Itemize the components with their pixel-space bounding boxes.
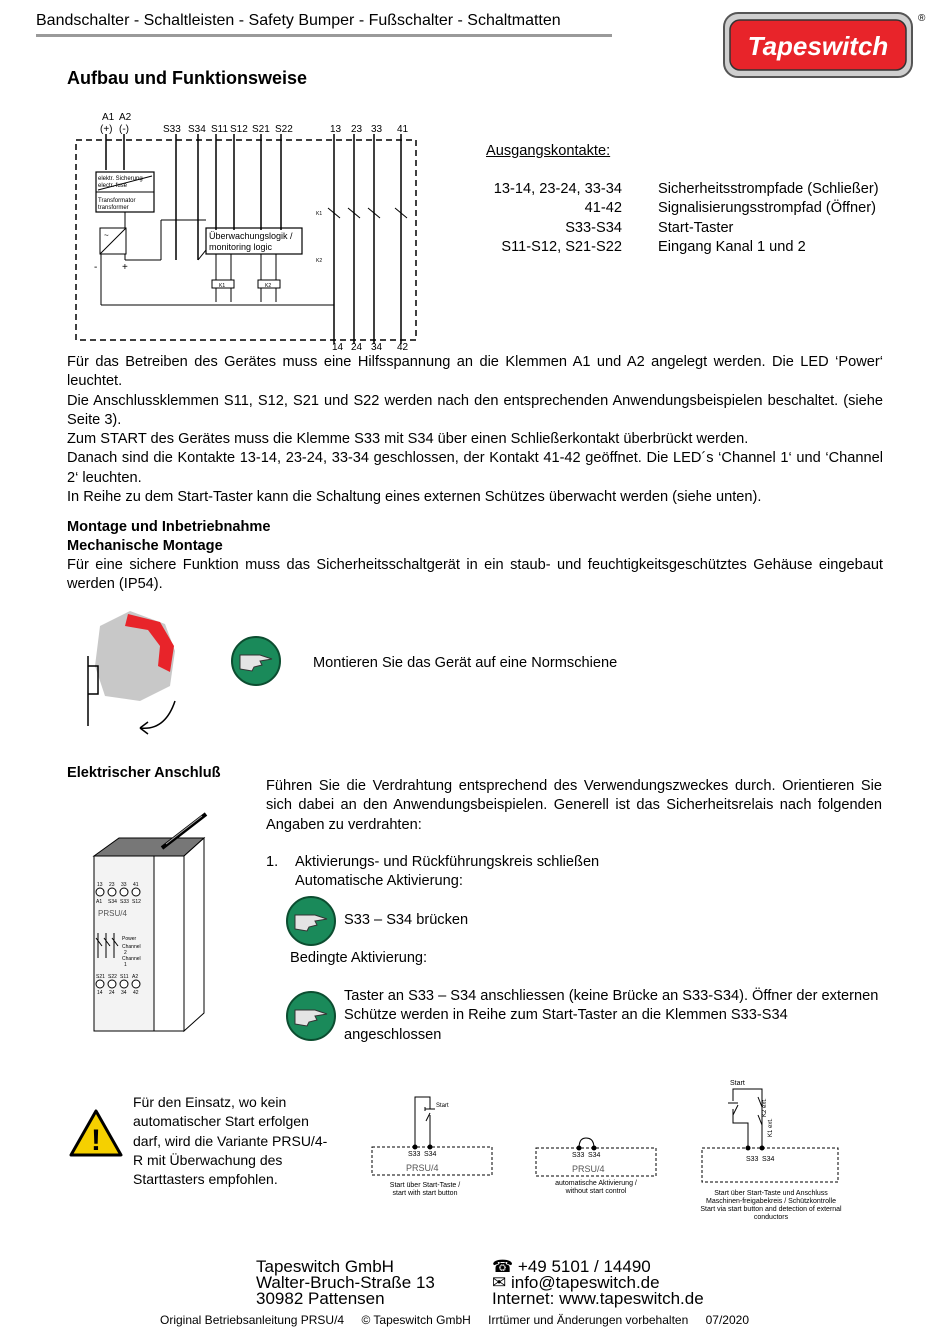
svg-text:1: 1 xyxy=(124,962,127,968)
svg-text:23: 23 xyxy=(109,882,115,888)
montage-text: Für eine sichere Funktion muss das Sicherheitsschaltgerät in ein staub- und feuchtigkeitsgeschütztes Gehäuse eingebaut werden (IP54). xyxy=(67,557,883,593)
logo-text: Tapeswitch xyxy=(747,31,889,61)
footer-web[interactable]: Internet: www.tapeswitch.de xyxy=(492,1289,704,1308)
footer-street: Walter-Bruch-Straße 13 xyxy=(256,1273,435,1292)
pol-minus: (-) xyxy=(119,124,129,135)
svg-text:14: 14 xyxy=(97,990,103,996)
outputs-terms xyxy=(440,180,622,257)
function-description xyxy=(67,353,883,507)
footer-doc: Original Betriebsanleitung PRSU/4 xyxy=(160,1313,345,1327)
subtitle-mechanische-montage: Mechanische Montage xyxy=(67,538,223,554)
svg-text:S33: S33 xyxy=(120,899,129,905)
term-41: 41 xyxy=(397,124,409,135)
device-name: PRSU/4 xyxy=(98,909,127,918)
relay-k1: K1 xyxy=(219,283,226,289)
outputs-descs xyxy=(658,180,918,257)
svg-text:S33: S33 xyxy=(746,1156,759,1163)
svg-text:S22: S22 xyxy=(108,974,117,980)
output-term: 13-14, 23-24, 33-34 xyxy=(493,181,622,197)
term-23: 23 xyxy=(351,124,363,135)
svg-text:K1 ext.: K1 ext. xyxy=(768,1118,774,1137)
svg-text:S33: S33 xyxy=(408,1151,421,1158)
term-42: 42 xyxy=(397,342,409,353)
output-desc: Start-Taster xyxy=(658,219,734,236)
term-34: 34 xyxy=(371,342,383,353)
logic-label-2: monitoring logic xyxy=(209,242,273,252)
pointing-hand-icon xyxy=(230,635,282,687)
example-caption: Start über Start-Taste und Anschluss Maschinen-freigabekreis / Schützkontrolle Start via start button and detection of external conductors xyxy=(700,1190,842,1221)
din-rail-mount-illustration xyxy=(70,606,190,736)
svg-text:S21: S21 xyxy=(96,974,105,980)
logic-label-1: Überwachungslogik / xyxy=(209,231,293,241)
svg-text:A1: A1 xyxy=(96,899,103,905)
footer-disclaimer: Irrtümer und Änderungen vorbehalten xyxy=(488,1313,689,1327)
term-24: 24 xyxy=(351,342,363,353)
footer-phone: +49 5101 / 14490 xyxy=(517,1257,651,1276)
relay-k2: K2 xyxy=(265,283,272,289)
svg-text:2: 2 xyxy=(124,950,127,956)
svg-text:41: 41 xyxy=(133,882,139,888)
svg-text:PRSU/4: PRSU/4 xyxy=(406,1163,439,1173)
transformer-label-1: Transformator xyxy=(98,198,136,204)
step-number: 1. xyxy=(266,854,279,870)
svg-text:K2: K2 xyxy=(316,258,323,264)
pol-plus: (+) xyxy=(100,124,113,135)
svg-text:S34: S34 xyxy=(424,1151,437,1158)
svg-text:~: ~ xyxy=(104,231,109,240)
header-divider xyxy=(36,34,612,37)
conditional-activation-text: Taster an S33 – S34 anschliessen (keine Brücke an S33-S34). Öffner der externen Schütze werden in Reihe zum Start-Taster an die Klemmen S33-S34 angeschlossen xyxy=(344,988,879,1043)
footer-email[interactable]: info@tapeswitch.de xyxy=(510,1273,660,1292)
term-s21: S21 xyxy=(252,124,270,135)
svg-text:S34: S34 xyxy=(108,899,117,905)
svg-text:Channel: Channel xyxy=(122,956,141,962)
fuse-label-2: electr. fuse xyxy=(98,183,128,189)
footer-company: Tapeswitch GmbH xyxy=(256,1257,394,1276)
svg-text:A2: A2 xyxy=(132,974,139,980)
output-desc: Eingang Kanal 1 und 2 xyxy=(658,238,806,255)
example-caption: automatische Aktivierung / without start control xyxy=(555,1180,637,1195)
term-s22: S22 xyxy=(275,124,293,135)
wiring-intro: Führen Sie die Verdrahtung entsprechend des Verwendungszweckes durch. Orientieren Sie sich dabei an den Anwendungsbeispielen. Generell ist das Sicherheitsrelais nach folgenden Angaben zu verdrahten: xyxy=(266,778,882,833)
output-term: S11-S12, S21-S22 xyxy=(501,238,622,255)
email-icon: ✉ xyxy=(492,1273,511,1292)
section-title-montage: Montage und Inbetriebnahme xyxy=(67,519,271,535)
term-a2: A2 xyxy=(119,112,132,123)
svg-text:24: 24 xyxy=(109,990,115,996)
tapeswitch-logo xyxy=(722,11,926,79)
conv-plus: + xyxy=(122,262,128,273)
paragraph: Danach sind die Kontakte 13-14, 23-24, 33-34 geschlossen, der Kontakt 41-42 geöffnet. Die LED´s ‘Channel 1‘ und ‘Channel 2‘ leuchten. xyxy=(67,450,883,486)
term-s11: S11 xyxy=(211,124,229,135)
svg-text:!: ! xyxy=(91,1124,101,1157)
term-s34: S34 xyxy=(188,124,206,135)
auto-activation-text: S33 – S34 brücken xyxy=(344,912,469,928)
svg-text:Start: Start xyxy=(730,1080,745,1087)
term-33: 33 xyxy=(371,124,383,135)
transformer-label-2: transformer xyxy=(98,205,129,211)
pointing-hand-icon xyxy=(285,895,337,947)
footer-copyright: © Tapeswitch GmbH xyxy=(361,1313,471,1327)
svg-text:S12: S12 xyxy=(132,899,141,905)
svg-text:Channel: Channel xyxy=(122,944,141,950)
header-title: Bandschalter - Schaltleisten - Safety Bumper - Fußschalter - Schaltmatten xyxy=(36,12,561,29)
paragraph: Für das Betreiben des Gerätes muss eine Hilfsspannung an die Klemmen A1 und A2 angelegt werden. Die LED ‘Power‘ leuchtet. xyxy=(67,354,883,390)
svg-text:K1: K1 xyxy=(316,211,323,217)
paragraph: In Reihe zu dem Start-Taster kann die Schaltung eines externen Schützes überwacht werden (siehe unten). xyxy=(67,489,762,506)
footer-city: 30982 Pattensen xyxy=(256,1289,385,1308)
phone-icon: ☎ xyxy=(492,1257,518,1276)
svg-text:S34: S34 xyxy=(588,1152,601,1159)
term-14: 14 xyxy=(332,342,344,353)
term-s12: S12 xyxy=(230,124,248,135)
logo-registered: ® xyxy=(918,13,926,24)
outputs-title: Ausgangskontakte: xyxy=(486,143,611,159)
svg-text:13: 13 xyxy=(97,882,103,888)
warning-icon xyxy=(68,1108,124,1158)
conv-minus: - xyxy=(94,262,98,273)
svg-text:42: 42 xyxy=(133,990,139,996)
term-s33: S33 xyxy=(163,124,181,135)
svg-text:S33: S33 xyxy=(572,1152,585,1159)
section-title-elektrischer-anschluss: Elektrischer Anschluß xyxy=(67,765,221,781)
footer-date: 07/2020 xyxy=(705,1313,749,1327)
svg-text:S34: S34 xyxy=(762,1156,775,1163)
svg-text:Start: Start xyxy=(436,1103,449,1109)
paragraph: Zum START des Gerätes muss die Klemme S33 mit S34 über einen Schließerkontakt überbrückt werden. xyxy=(67,431,749,448)
svg-text:K2 ext.: K2 ext. xyxy=(762,1098,768,1117)
mount-instruction: Montieren Sie das Gerät auf eine Normschiene xyxy=(313,655,618,671)
circuit-diagram xyxy=(66,110,426,355)
term-a1: A1 xyxy=(102,112,115,123)
output-term: 41-42 xyxy=(584,200,622,217)
svg-text:PRSU/4: PRSU/4 xyxy=(572,1164,605,1174)
svg-text:33: 33 xyxy=(121,882,127,888)
paragraph: Die Anschlussklemmen S11, S12, S21 und S22 werden nach den entsprechenden Anwendungsbeispielen beschaltet. (siehe Seite 3). xyxy=(67,392,883,428)
pointing-hand-icon xyxy=(285,990,337,1042)
section-title-aufbau: Aufbau und Funktionsweise xyxy=(67,68,308,88)
example-start-with-contactors xyxy=(700,1075,840,1185)
svg-text:S11: S11 xyxy=(120,974,129,980)
term-13: 13 xyxy=(330,124,342,135)
example-caption: Start über Start-Taste / start with start button xyxy=(389,1182,461,1197)
step-title: Aktivierungs- und Rückführungskreis schließen xyxy=(295,854,600,870)
fuse-label-1: elektr. Sicherung xyxy=(98,176,143,182)
output-desc: Signalisierungsstrompfad (Öffner) xyxy=(658,200,876,217)
warning-text: Für den Einsatz, wo kein automatischer Start erfolgen darf, wird die Variante PRSU/4-R mit Überwachung des Starttasters empfohlen. xyxy=(133,1094,328,1188)
output-desc: Sicherheitsstrompfade (Schließer) xyxy=(658,181,879,197)
svg-text:Power: Power xyxy=(122,936,137,942)
svg-text:34: 34 xyxy=(121,990,127,996)
auto-activation-label: Automatische Aktivierung: xyxy=(295,873,463,889)
conditional-activation-label: Bedingte Aktivierung: xyxy=(290,950,428,966)
output-term: S33-S34 xyxy=(565,219,622,236)
footer-bottom-line xyxy=(160,1313,749,1327)
prsu4-device-illustration xyxy=(84,808,214,1038)
